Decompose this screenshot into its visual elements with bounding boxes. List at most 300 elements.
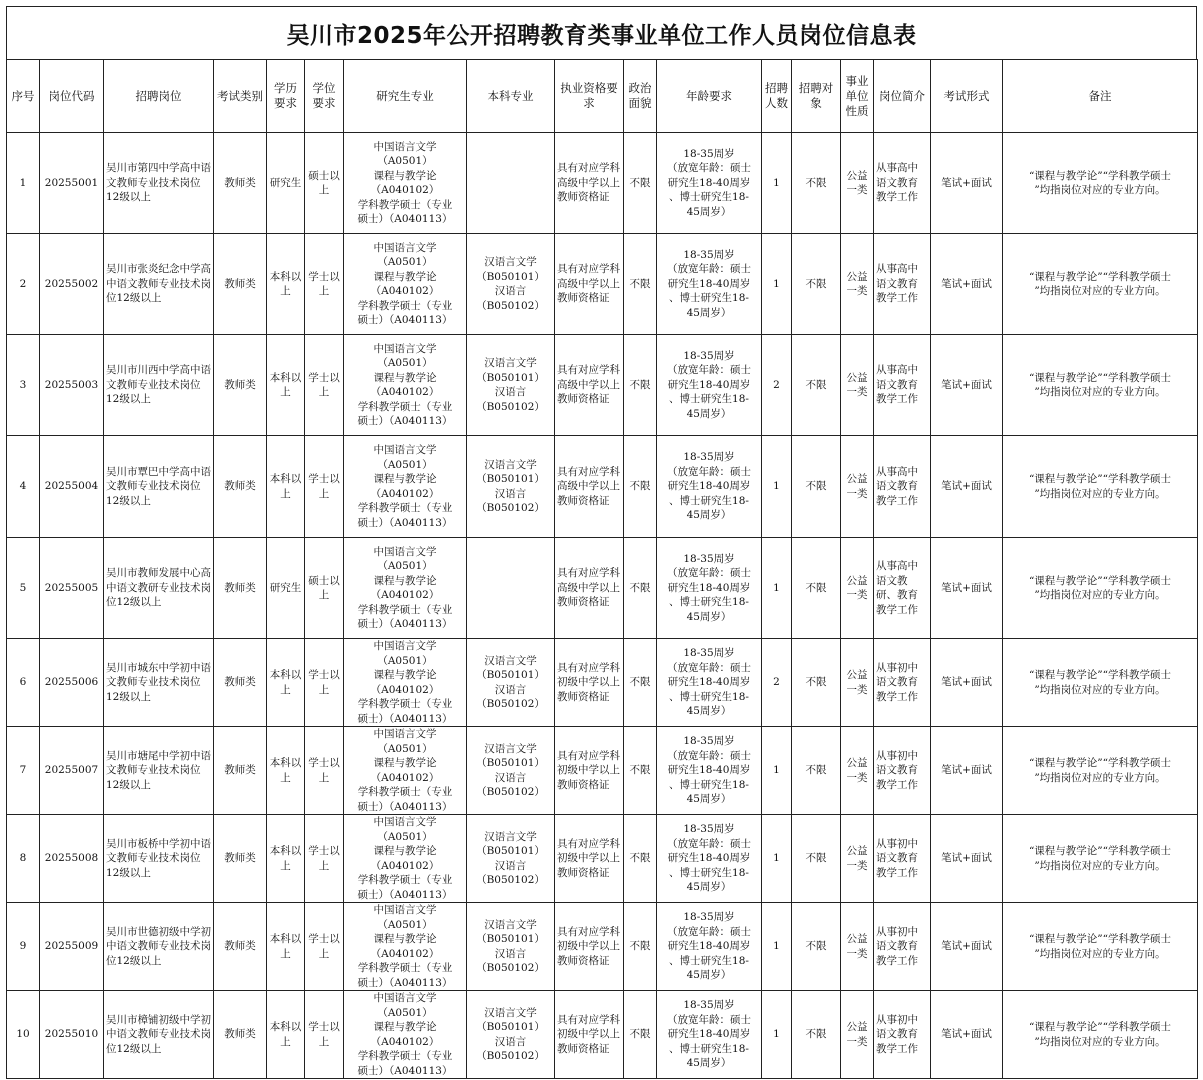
cell-age-line: 、博士研究生18-	[669, 690, 749, 703]
cell-target: 不限	[792, 815, 841, 903]
header-exam-type: 考试类别	[214, 60, 267, 133]
cell-age-line: 18-35周岁	[683, 735, 735, 748]
cell-remark	[1003, 727, 1198, 815]
cell-grad-major-line: （A040102）	[370, 184, 440, 196]
cell-cert: 具有对应学科初级中学以上教师资格证	[555, 815, 624, 903]
cell-remark	[1003, 991, 1198, 1079]
cell-age	[657, 903, 762, 991]
cell-age	[657, 727, 762, 815]
table-row	[7, 639, 1198, 727]
cell-age-line: （放宽年龄：硕士	[667, 661, 751, 674]
cell-code: 20255002	[40, 234, 104, 335]
cell-remark	[1003, 538, 1198, 639]
cell-grad-major-line: 学科教学硕士（专业	[357, 198, 453, 211]
cell-post: 吴川市板桥中学初中语文教师专业技术岗位12级以上	[104, 815, 214, 903]
cell-ug-major-line: 汉语言文学	[484, 654, 537, 667]
cell-grad-major-line: 课程与教学论	[373, 757, 437, 769]
cell-age-line: 18-35周岁	[683, 647, 735, 660]
cell-grad-major-line: （A0501）	[377, 357, 433, 369]
cell-no: 7	[7, 727, 40, 815]
cell-cert: 具有对应学科初级中学以上教师资格证	[555, 991, 624, 1079]
cell-age-line: 研究生18-40周岁	[667, 940, 751, 953]
cell-no: 10	[7, 991, 40, 1079]
cell-grad-major-line: 课程与教学论	[373, 270, 437, 283]
cell-nature: 公益一类	[841, 133, 874, 234]
cell-nature: 公益一类	[841, 538, 874, 639]
cell-political: 不限	[624, 991, 657, 1079]
cell-no: 4	[7, 436, 40, 538]
cell-exam-type: 教师类	[214, 335, 267, 436]
cell-code: 20255001	[40, 133, 104, 234]
document	[6, 6, 1197, 1079]
table-row	[7, 727, 1198, 815]
cell-remark-line: “课程与教学论”“学科教学硕士	[1028, 1021, 1172, 1033]
cell-grad-major-line: （A040102）	[370, 487, 440, 500]
cell-remark-line: ”均指岗位对应的专业方向。	[1034, 386, 1166, 398]
cell-grad-major	[344, 538, 467, 639]
cell-remark	[1003, 436, 1198, 538]
cell-remark-line: “课程与教学论”“学科教学硕士	[1028, 933, 1172, 945]
cell-remark-line: “课程与教学论”“学科教学硕士	[1028, 473, 1172, 485]
cell-grad-major-line: 中国语言文学	[373, 342, 437, 355]
cell-grad-major	[344, 133, 467, 234]
cell-count: 1	[762, 815, 792, 903]
cell-age-line: 18-35周岁	[683, 911, 735, 924]
cell-political: 不限	[624, 234, 657, 335]
cell-degree: 学士以上	[305, 815, 344, 903]
cell-age-line: 、博士研究生18-	[669, 191, 749, 204]
cell-grad-major-line: 硕士）（A040113）	[357, 976, 453, 989]
cell-intro: 从事高中语文教研、教育教学工作	[874, 538, 931, 639]
cell-age-line: 研究生18-40周岁	[667, 764, 751, 777]
cell-grad-major	[344, 436, 467, 538]
cell-target: 不限	[792, 538, 841, 639]
cell-target: 不限	[792, 991, 841, 1079]
cell-ug-major-line: （B050102）	[476, 400, 545, 413]
cell-grad-major-line: 课程与教学论	[373, 933, 437, 945]
cell-grad-major-line: （A040102）	[370, 859, 440, 872]
cell-age-line: 、博士研究生18-	[669, 1042, 749, 1055]
cell-nature: 公益一类	[841, 335, 874, 436]
cell-age	[657, 133, 762, 234]
cell-degree: 学士以上	[305, 639, 344, 727]
cell-intro: 从事初中语文教育教学工作	[874, 991, 931, 1079]
header-intro: 岗位简介	[874, 60, 931, 133]
table-row	[7, 436, 1198, 538]
cell-grad-major-line: （A0501）	[377, 830, 433, 843]
cell-political: 不限	[624, 903, 657, 991]
cell-age-line: 研究生18-40周岁	[667, 378, 751, 391]
cell-remark-line: ”均指岗位对应的专业方向。	[1034, 947, 1166, 960]
cell-grad-major-line: 课程与教学论	[373, 169, 437, 182]
cell-ug-major-line: 汉语言文学	[484, 1006, 537, 1019]
table-body	[7, 133, 1198, 1079]
cell-nature: 公益一类	[841, 234, 874, 335]
cell-count: 1	[762, 903, 792, 991]
cell-grad-major	[344, 335, 467, 436]
cell-ug-major-line: （B050102）	[476, 502, 545, 514]
cell-age-line: （放宽年龄：硕士	[667, 567, 751, 580]
cell-cert: 具有对应学科初级中学以上教师资格证	[555, 727, 624, 815]
cell-code: 20255010	[40, 991, 104, 1079]
cell-age-line: 18-35周岁	[683, 451, 735, 464]
cell-intro: 从事高中语文教育教学工作	[874, 133, 931, 234]
cell-age-line: 研究生18-40周岁	[667, 176, 751, 189]
cell-target: 不限	[792, 727, 841, 815]
cell-nature: 公益一类	[841, 436, 874, 538]
cell-grad-major-line: 学科教学硕士（专业	[357, 603, 453, 616]
cell-exam-type: 教师类	[214, 133, 267, 234]
cell-intro: 从事高中语文教育教学工作	[874, 335, 931, 436]
cell-grad-major-line: （A040102）	[370, 947, 440, 960]
cell-grad-major-line: 课程与教学论	[373, 1021, 437, 1033]
cell-target: 不限	[792, 335, 841, 436]
cell-intro: 从事初中语文教育教学工作	[874, 727, 931, 815]
cell-grad-major-line: 学科教学硕士（专业	[357, 400, 453, 413]
cell-ug-major	[467, 991, 555, 1079]
cell-code: 20255006	[40, 639, 104, 727]
header-edu: 学历要求	[267, 60, 305, 133]
cell-grad-major-line: 中国语言文学	[373, 904, 437, 916]
cell-edu: 研究生	[267, 133, 305, 234]
cell-grad-major-line: 中国语言文学	[373, 241, 437, 254]
table-header-row	[7, 60, 1198, 133]
header-cert: 执业资格要求	[555, 60, 624, 133]
cell-age-line: 研究生18-40周岁	[667, 581, 751, 594]
cell-age	[657, 335, 762, 436]
cell-age-line: 45周岁）	[686, 407, 732, 420]
cell-count: 1	[762, 538, 792, 639]
cell-no: 6	[7, 639, 40, 727]
cell-grad-major-line: （A040102）	[370, 589, 440, 601]
cell-age-line: 、博士研究生18-	[669, 596, 749, 609]
cell-count: 1	[762, 133, 792, 234]
cell-count: 1	[762, 991, 792, 1079]
cell-grad-major-line: （A040102）	[370, 771, 440, 784]
cell-edu: 本科以上	[267, 903, 305, 991]
cell-remark	[1003, 639, 1198, 727]
cell-exam-form: 笔试+面试	[931, 335, 1003, 436]
cell-grad-major-line: 课程与教学论	[373, 669, 437, 681]
cell-age-line: 、博士研究生18-	[669, 778, 749, 791]
cell-age-line: 、博士研究生18-	[669, 292, 749, 305]
header-exam-form: 考试形式	[931, 60, 1003, 133]
cell-ug-major-line: （B050102）	[476, 962, 545, 974]
cell-age	[657, 436, 762, 538]
cell-remark-line: “课程与教学论”“学科教学硕士	[1028, 757, 1172, 769]
cell-age-line: 研究生18-40周岁	[667, 1028, 751, 1041]
cell-degree: 学士以上	[305, 903, 344, 991]
cell-grad-major-line: 硕士）（A040113）	[357, 618, 453, 630]
cell-grad-major-line: 中国语言文学	[373, 816, 437, 828]
cell-post: 吴川市第四中学高中语文教师专业技术岗位12级以上	[104, 133, 214, 234]
cell-exam-form: 笔试+面试	[931, 133, 1003, 234]
cell-ug-major-line: （B050101）	[476, 473, 545, 485]
cell-ug-major-line: 汉语言文学	[484, 830, 537, 843]
cell-age	[657, 991, 762, 1079]
cell-grad-major-line: 硕士）（A040113）	[357, 314, 453, 326]
cell-grad-major-line: （A040102）	[370, 285, 440, 297]
cell-political: 不限	[624, 133, 657, 234]
cell-target: 不限	[792, 234, 841, 335]
cell-grad-major-line: 中国语言文学	[373, 640, 437, 652]
cell-intro: 从事初中语文教育教学工作	[874, 639, 931, 727]
cell-grad-major-line: 中国语言文学	[373, 728, 437, 740]
header-political: 政治面貌	[624, 60, 657, 133]
cell-age-line: 45周岁）	[686, 881, 732, 894]
cell-post: 吴川市张炎纪念中学高中语文教师专业技术岗位12级以上	[104, 234, 214, 335]
cell-age-line: 18-35周岁	[683, 349, 735, 362]
cell-remark-line: ”均指岗位对应的专业方向。	[1034, 589, 1166, 601]
cell-target: 不限	[792, 133, 841, 234]
cell-edu: 本科以上	[267, 335, 305, 436]
cell-age-line: 研究生18-40周岁	[667, 277, 751, 290]
cell-grad-major-line: 学科教学硕士（专业	[357, 502, 453, 514]
cell-grad-major-line: 课程与教学论	[373, 371, 437, 384]
cell-grad-major	[344, 991, 467, 1079]
cell-remark-line: “课程与教学论”“学科教学硕士	[1028, 845, 1172, 857]
cell-political: 不限	[624, 639, 657, 727]
cell-ug-major-line: 汉语言文学	[484, 357, 537, 369]
cell-age-line: 45周岁）	[686, 509, 732, 522]
header-age: 年龄要求	[657, 60, 762, 133]
cell-count: 2	[762, 335, 792, 436]
header-target: 招聘对象	[792, 60, 841, 133]
cell-grad-major-line: （A040102）	[370, 386, 440, 398]
cell-cert: 具有对应学科高级中学以上教师资格证	[555, 234, 624, 335]
cell-code: 20255008	[40, 815, 104, 903]
cell-ug-major	[467, 815, 555, 903]
cell-exam-type: 教师类	[214, 436, 267, 538]
cell-grad-major	[344, 815, 467, 903]
cell-age-line: 18-35周岁	[683, 248, 735, 261]
cell-remark-line: “课程与教学论”“学科教学硕士	[1028, 270, 1172, 283]
cell-age-line: （放宽年龄：硕士	[667, 925, 751, 938]
cell-age-line: 45周岁）	[686, 705, 732, 718]
page-title: 吴川市2025年公开招聘教育类事业单位工作人员岗位信息表	[6, 6, 1197, 59]
cell-nature: 公益一类	[841, 727, 874, 815]
cell-exam-type: 教师类	[214, 727, 267, 815]
cell-post: 吴川市樟铺初级中学初中语文教师专业技术岗位12级以上	[104, 991, 214, 1079]
cell-ug-major-line: 汉语言	[494, 487, 527, 500]
cell-age-line: 、博士研究生18-	[669, 393, 749, 406]
cell-edu: 本科以上	[267, 234, 305, 335]
cell-no: 8	[7, 815, 40, 903]
cell-political: 不限	[624, 727, 657, 815]
cell-age-line: 18-35周岁	[683, 999, 735, 1012]
cell-nature: 公益一类	[841, 639, 874, 727]
cell-edu: 本科以上	[267, 727, 305, 815]
cell-age	[657, 815, 762, 903]
cell-post: 吴川市塘尾中学初中语文教师专业技术岗位12级以上	[104, 727, 214, 815]
header-no: 序号	[7, 60, 40, 133]
cell-remark-line: “课程与教学论”“学科教学硕士	[1028, 574, 1172, 587]
table-row	[7, 335, 1198, 436]
cell-grad-major-line: 中国语言文学	[373, 545, 437, 558]
cell-grad-major-line: 课程与教学论	[373, 574, 437, 587]
table-row	[7, 903, 1198, 991]
header-post: 招聘岗位	[104, 60, 214, 133]
cell-age-line: 研究生18-40周岁	[667, 676, 751, 689]
header-nature: 事业单位性质	[841, 60, 874, 133]
cell-age-line: 45周岁）	[686, 969, 732, 982]
cell-ug-major-line: （B050102）	[476, 1050, 545, 1062]
cell-no: 5	[7, 538, 40, 639]
table-row	[7, 133, 1198, 234]
cell-ug-major	[467, 234, 555, 335]
cell-degree: 硕士以上	[305, 133, 344, 234]
cell-ug-major-line: 汉语言文学	[484, 256, 537, 268]
cell-count: 2	[762, 639, 792, 727]
cell-exam-form: 笔试+面试	[931, 903, 1003, 991]
cell-ug-major	[467, 639, 555, 727]
cell-grad-major-line: （A0501）	[377, 1006, 433, 1019]
cell-remark-line: ”均指岗位对应的专业方向。	[1034, 184, 1166, 196]
cell-degree: 学士以上	[305, 234, 344, 335]
cell-count: 1	[762, 727, 792, 815]
cell-intro: 从事高中语文教育教学工作	[874, 436, 931, 538]
cell-ug-major-line: 汉语言	[494, 683, 527, 696]
cell-age-line: 研究生18-40周岁	[667, 480, 751, 493]
header-count: 招聘人数	[762, 60, 792, 133]
cell-grad-major-line: 课程与教学论	[373, 473, 437, 485]
cell-age-line: 、博士研究生18-	[669, 954, 749, 967]
cell-degree: 学士以上	[305, 727, 344, 815]
cell-ug-major-line: （B050101）	[476, 1021, 545, 1033]
cell-exam-type: 教师类	[214, 815, 267, 903]
cell-target: 不限	[792, 436, 841, 538]
cell-exam-type: 教师类	[214, 234, 267, 335]
cell-exam-form: 笔试+面试	[931, 639, 1003, 727]
cell-political: 不限	[624, 436, 657, 538]
cell-target: 不限	[792, 639, 841, 727]
cell-age	[657, 234, 762, 335]
cell-age-line: （放宽年龄：硕士	[667, 837, 751, 850]
cell-grad-major-line: 中国语言文学	[373, 444, 437, 456]
cell-remark	[1003, 903, 1198, 991]
cell-grad-major-line: （A0501）	[377, 560, 433, 572]
cell-edu: 研究生	[267, 538, 305, 639]
cell-age-line: 研究生18-40周岁	[667, 852, 751, 865]
cell-remark-line: ”均指岗位对应的专业方向。	[1034, 1035, 1166, 1048]
cell-age-line: 45周岁）	[686, 205, 732, 218]
cell-age-line: （放宽年龄：硕士	[667, 1013, 751, 1026]
cell-nature: 公益一类	[841, 903, 874, 991]
cell-edu: 本科以上	[267, 639, 305, 727]
cell-degree: 硕士以上	[305, 538, 344, 639]
cell-ug-major-line: （B050102）	[476, 299, 545, 312]
cell-ug-major	[467, 903, 555, 991]
cell-ug-major-line: 汉语言	[494, 947, 527, 960]
cell-code: 20255003	[40, 335, 104, 436]
cell-no: 2	[7, 234, 40, 335]
cell-grad-major	[344, 727, 467, 815]
cell-exam-type: 教师类	[214, 639, 267, 727]
cell-age-line: （放宽年龄：硕士	[667, 749, 751, 762]
cell-ug-major	[467, 335, 555, 436]
cell-code: 20255005	[40, 538, 104, 639]
cell-exam-type: 教师类	[214, 991, 267, 1079]
cell-post: 吴川市教师发展中心高中语文教研专业技术岗位12级以上	[104, 538, 214, 639]
cell-grad-major-line: （A0501）	[377, 458, 433, 471]
cell-age-line: 、博士研究生18-	[669, 866, 749, 879]
cell-grad-major	[344, 234, 467, 335]
cell-grad-major-line: 硕士）（A040113）	[357, 1064, 453, 1077]
cell-ug-major-line: 汉语言文学	[484, 458, 537, 471]
cell-grad-major-line: 硕士）（A040113）	[357, 888, 453, 901]
cell-grad-major-line: 学科教学硕士（专业	[357, 698, 453, 710]
cell-grad-major-line: 学科教学硕士（专业	[357, 874, 453, 886]
cell-exam-form: 笔试+面试	[931, 727, 1003, 815]
cell-remark-line: ”均指岗位对应的专业方向。	[1034, 487, 1166, 500]
cell-no: 1	[7, 133, 40, 234]
cell-ug-major	[467, 436, 555, 538]
cell-edu: 本科以上	[267, 436, 305, 538]
cell-age-line: 18-35周岁	[683, 823, 735, 836]
cell-grad-major-line: （A0501）	[377, 918, 433, 931]
cell-remark-line: “课程与教学论”“学科教学硕士	[1028, 169, 1172, 182]
cell-ug-major-line: （B050101）	[476, 371, 545, 384]
cell-remark	[1003, 133, 1198, 234]
cell-ug-major-line: 汉语言	[494, 386, 527, 398]
cell-exam-form: 笔试+面试	[931, 815, 1003, 903]
cell-count: 1	[762, 436, 792, 538]
cell-grad-major-line: 硕士）（A040113）	[357, 415, 453, 427]
cell-exam-form: 笔试+面试	[931, 436, 1003, 538]
cell-post: 吴川市覃巴中学高中语文教师专业技术岗位12级以上	[104, 436, 214, 538]
cell-political: 不限	[624, 335, 657, 436]
cell-nature: 公益一类	[841, 815, 874, 903]
cell-exam-form: 笔试+面试	[931, 991, 1003, 1079]
cell-cert: 具有对应学科初级中学以上教师资格证	[555, 903, 624, 991]
cell-grad-major	[344, 903, 467, 991]
cell-nature: 公益一类	[841, 991, 874, 1079]
cell-political: 不限	[624, 538, 657, 639]
cell-ug-major-line: （B050102）	[476, 874, 545, 886]
cell-grad-major-line: 硕士）（A040113）	[357, 712, 453, 725]
header-ug-major: 本科专业	[467, 60, 555, 133]
cell-grad-major-line: 中国语言文学	[373, 140, 437, 153]
cell-cert: 具有对应学科高级中学以上教师资格证	[555, 133, 624, 234]
cell-ug-major-line: （B050102）	[476, 698, 545, 710]
cell-ug-major	[467, 538, 555, 639]
cell-ug-major-line: 汉语言	[494, 1035, 527, 1048]
cell-intro: 从事高中语文教育教学工作	[874, 234, 931, 335]
cell-ug-major-line: 汉语言	[494, 771, 527, 784]
header-degree: 学位要求	[305, 60, 344, 133]
cell-remark-line: “课程与教学论”“学科教学硕士	[1028, 371, 1172, 384]
cell-code: 20255007	[40, 727, 104, 815]
cell-grad-major-line: （A0501）	[377, 742, 433, 755]
cell-remark-line: “课程与教学论”“学科教学硕士	[1028, 669, 1172, 681]
cell-degree: 学士以上	[305, 335, 344, 436]
cell-political: 不限	[624, 815, 657, 903]
cell-target: 不限	[792, 903, 841, 991]
cell-remark-line: ”均指岗位对应的专业方向。	[1034, 683, 1166, 696]
cell-post: 吴川市城东中学初中语文教师专业技术岗位12级以上	[104, 639, 214, 727]
cell-age-line: （放宽年龄：硕士	[667, 364, 751, 377]
cell-grad-major-line: 学科教学硕士（专业	[357, 962, 453, 974]
cell-remark-line: ”均指岗位对应的专业方向。	[1034, 285, 1166, 297]
cell-age-line: 45周岁）	[686, 793, 732, 806]
cell-cert: 具有对应学科高级中学以上教师资格证	[555, 335, 624, 436]
cell-age-line: （放宽年龄：硕士	[667, 162, 751, 175]
cell-ug-major	[467, 727, 555, 815]
cell-remark	[1003, 815, 1198, 903]
table-row	[7, 991, 1198, 1079]
cell-cert: 具有对应学科高级中学以上教师资格证	[555, 436, 624, 538]
cell-grad-major-line: （A040102）	[370, 1035, 440, 1048]
